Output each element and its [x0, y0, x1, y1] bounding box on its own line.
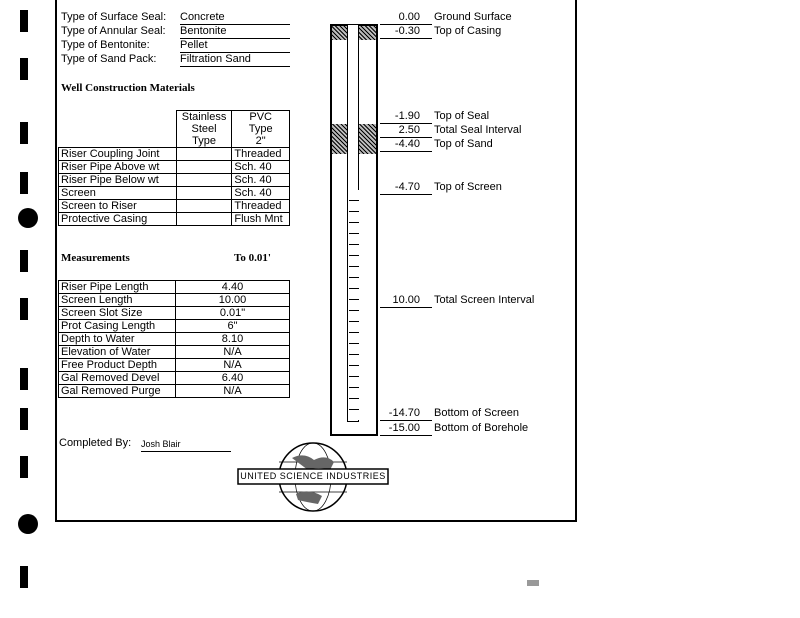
stainless-cell [176, 213, 232, 226]
depth-value: -15.00 [388, 422, 420, 434]
measurements-precision: To 0.01' [234, 252, 271, 264]
measurement-item: Gal Removed Devel [59, 372, 176, 385]
table-row [59, 281, 290, 294]
measurement-value: 6" [176, 320, 290, 333]
table-row [59, 161, 290, 174]
stainless-cell [176, 148, 232, 161]
binder-punch-hole [20, 566, 28, 588]
logo-text: UNITED SCIENCE INDUSTRIES [240, 471, 386, 481]
binder-punch-hole [20, 298, 28, 320]
table-row [59, 213, 290, 226]
table-row [59, 307, 290, 320]
pvc-cell: Flush Mnt [232, 213, 290, 226]
binder-punch-circle [18, 208, 38, 228]
stainless-header-line: Type [192, 135, 216, 147]
material-item: Riser Coupling Joint [59, 148, 177, 161]
depth-value: -1.90 [394, 110, 420, 122]
materials-title: Well Construction Materials [61, 82, 195, 94]
sand-pack-value: Filtration Sand [180, 53, 290, 67]
binder-punch-hole [20, 58, 28, 80]
sand-pack-label: Type of Sand Pack: [61, 53, 157, 65]
depth-label: Total Screen Interval [434, 294, 535, 306]
table-row [59, 320, 290, 333]
bentonite-seal-fill-left [332, 124, 347, 154]
depth-label: Top of Screen [434, 181, 502, 193]
materials-header-row [59, 111, 290, 148]
surface-seal-value: Concrete [180, 11, 290, 25]
measurement-item: Riser Pipe Length [59, 281, 176, 294]
table-row [59, 359, 290, 372]
scan-artifact [527, 580, 539, 586]
table-row [59, 148, 290, 161]
surface-seal-label: Type of Surface Seal: [61, 11, 167, 23]
binder-punch-hole [20, 368, 28, 390]
measurement-value: N/A [176, 385, 290, 398]
pvc-header-line: PVC [249, 111, 272, 123]
stainless-header-line: Stainless [181, 111, 227, 123]
material-item: Protective Casing [59, 213, 177, 226]
measurements-table [58, 280, 290, 398]
depth-tick [380, 151, 432, 152]
depth-tick [380, 420, 432, 421]
stainless-cell [176, 174, 232, 187]
table-row [59, 372, 290, 385]
stainless-cell [176, 200, 232, 213]
binder-punch-hole [20, 408, 28, 430]
measurement-item: Elevation of Water [59, 346, 176, 359]
stainless-cell [176, 161, 232, 174]
completed-by-name: Josh Blair [141, 438, 231, 452]
binder-punch-hole [20, 172, 28, 194]
measurement-item: Gal Removed Purge [59, 385, 176, 398]
measurement-value: 10.00 [176, 294, 290, 307]
material-item: Riser Pipe Above wt [59, 161, 177, 174]
depth-value: -4.40 [394, 138, 420, 150]
pvc-header-line: 2" [255, 135, 266, 147]
pvc-header [232, 111, 290, 148]
depth-tick [380, 194, 432, 195]
stainless-cell [176, 187, 232, 200]
measurement-value: 8.10 [176, 333, 290, 346]
depth-value: -0.30 [394, 25, 420, 37]
depth-label: Top of Sand [434, 138, 493, 150]
table-row [59, 187, 290, 200]
pvc-header-line: Type [248, 123, 273, 135]
measurement-item: Screen Slot Size [59, 307, 176, 320]
binder-punch-hole [20, 122, 28, 144]
table-row [59, 200, 290, 213]
pvc-cell: Sch. 40 [232, 161, 290, 174]
pvc-cell: Threaded [232, 200, 290, 213]
depth-tick [380, 307, 432, 308]
bentonite-label: Type of Bentonite: [61, 39, 150, 51]
depth-tick [380, 435, 432, 436]
binder-punch-hole [20, 250, 28, 272]
table-row [59, 385, 290, 398]
company-logo [234, 440, 392, 514]
depth-label: Top of Casing [434, 25, 502, 37]
depth-label: Total Seal Interval [434, 124, 522, 136]
depth-value: -4.70 [394, 181, 420, 193]
depth-value: 2.50 [398, 124, 420, 136]
binder-punch-hole [20, 456, 28, 478]
depth-value: 0.00 [398, 11, 420, 23]
annular-seal-label: Type of Annular Seal: [61, 25, 166, 37]
table-row [59, 333, 290, 346]
binder-punch-circle [18, 514, 38, 534]
measurements-title: Measurements [61, 252, 130, 264]
well-screen [349, 190, 359, 420]
measurement-value: 6.40 [176, 372, 290, 385]
annular-seal-value: Bentonite [180, 25, 290, 39]
measurement-value: 0.01" [176, 307, 290, 320]
measurement-value: N/A [176, 359, 290, 372]
depth-label: Ground Surface [434, 11, 512, 23]
material-item: Screen [59, 187, 177, 200]
material-item: Screen to Riser [59, 200, 177, 213]
depth-label: Top of Seal [434, 110, 490, 122]
measurement-item: Free Product Depth [59, 359, 176, 372]
bentonite-seal-fill-right [359, 124, 376, 154]
measurement-item: Screen Length [59, 294, 176, 307]
stainless-header [176, 111, 232, 148]
table-row [59, 294, 290, 307]
table-row [59, 346, 290, 359]
binder-punch-hole [20, 10, 28, 32]
depth-value: 10.00 [392, 294, 420, 306]
depth-label: Bottom of Screen [434, 407, 519, 419]
pvc-cell: Sch. 40 [232, 187, 290, 200]
completed-by-label: Completed By: [59, 437, 132, 449]
measurement-item: Depth to Water [59, 333, 176, 346]
stainless-header-line: Steel [191, 123, 217, 135]
table-row [59, 174, 290, 187]
pvc-cell: Sch. 40 [232, 174, 290, 187]
measurement-item: Prot Casing Length [59, 320, 176, 333]
bentonite-value: Pellet [180, 39, 290, 53]
materials-table [58, 110, 290, 226]
measurement-value: N/A [176, 346, 290, 359]
depth-label: Bottom of Borehole [434, 422, 529, 434]
depth-value: -14.70 [388, 407, 420, 419]
material-item: Riser Pipe Below wt [59, 174, 177, 187]
pvc-cell: Threaded [232, 148, 290, 161]
measurement-value: 4.40 [176, 281, 290, 294]
depth-tick [380, 38, 432, 39]
